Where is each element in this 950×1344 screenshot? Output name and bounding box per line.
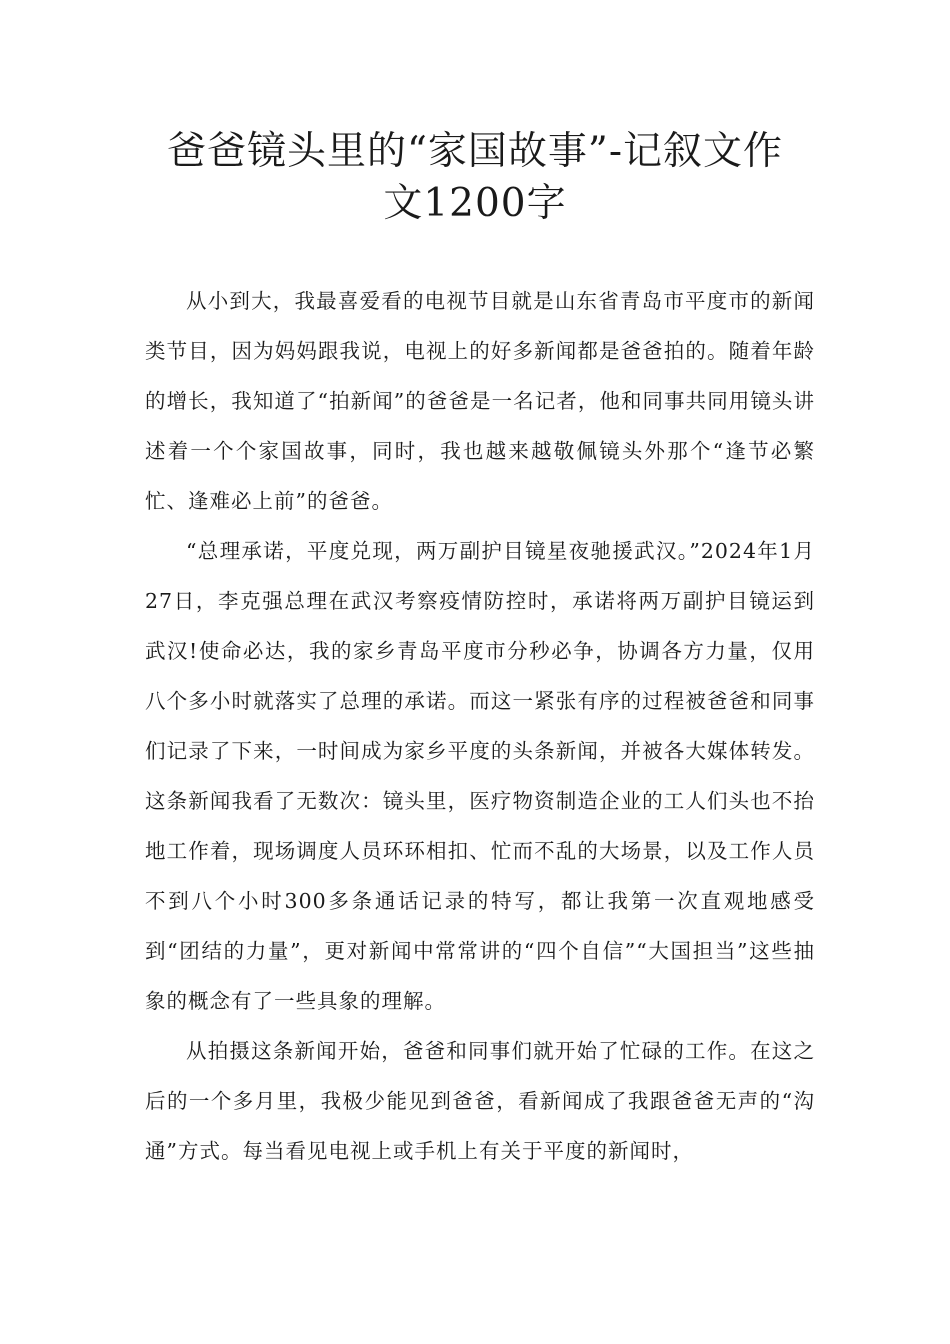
title-line-2: 文1200字: [383, 181, 567, 226]
paragraph-2: “总理承诺，平度兑现，两万副护目镜星夜驰援武汉。”2024年1月27日，李克强总理在武汉考察疫情防控时，承诺将两万副护目镜运到武汉!使命必达，我的家乡青岛平度市分秒必争，协调各方力量，仅用八个多小时就落实了总理的承诺。而这一紧张有序的过程被爸爸和同事们记录了下来，一时间成为家乡平度的头条新闻，并被各大媒体转发。这条新闻我看了无数次：镜头里，医疗物资制造企业的工人们头也不抬地工作着，现场调度人员环环相扣、忙而不乱的大场景，以及工作人员不到八个小时300多条通话记录的特写，都让我第一次直观地感受到“团结的力量”，更对新闻中常常讲的“四个自信”“大国担当”这些抽象的概念有了一些具象的理解。: [145, 539, 815, 1013]
paragraph-1: 从小到大，我最喜爱看的电视节目就是山东省青岛市平度市的新闻类节目，因为妈妈跟我说，电视上的好多新闻都是爸爸拍的。随着年龄的增长，我知道了“拍新闻”的爸爸是一名记者，他和同事共同用镜头讲述着一个个家国故事，同时，我也越来越敬佩镜头外那个“逢节必繁忙、逢难必上前”的爸爸。: [145, 289, 815, 513]
document-body: [145, 276, 815, 1176]
paragraph-3: 从拍摄这条新闻开始，爸爸和同事们就开始了忙碌的工作。在这之后的一个多月里，我极少能见到爸爸，看新闻成了我跟爸爸无声的“沟通”方式。每当看见电视上或手机上有关于平度的新闻时，: [145, 1039, 815, 1163]
document-title: [100, 126, 850, 230]
title-line-1: 爸爸镜头里的“家国故事”-记叙文作: [166, 129, 784, 174]
